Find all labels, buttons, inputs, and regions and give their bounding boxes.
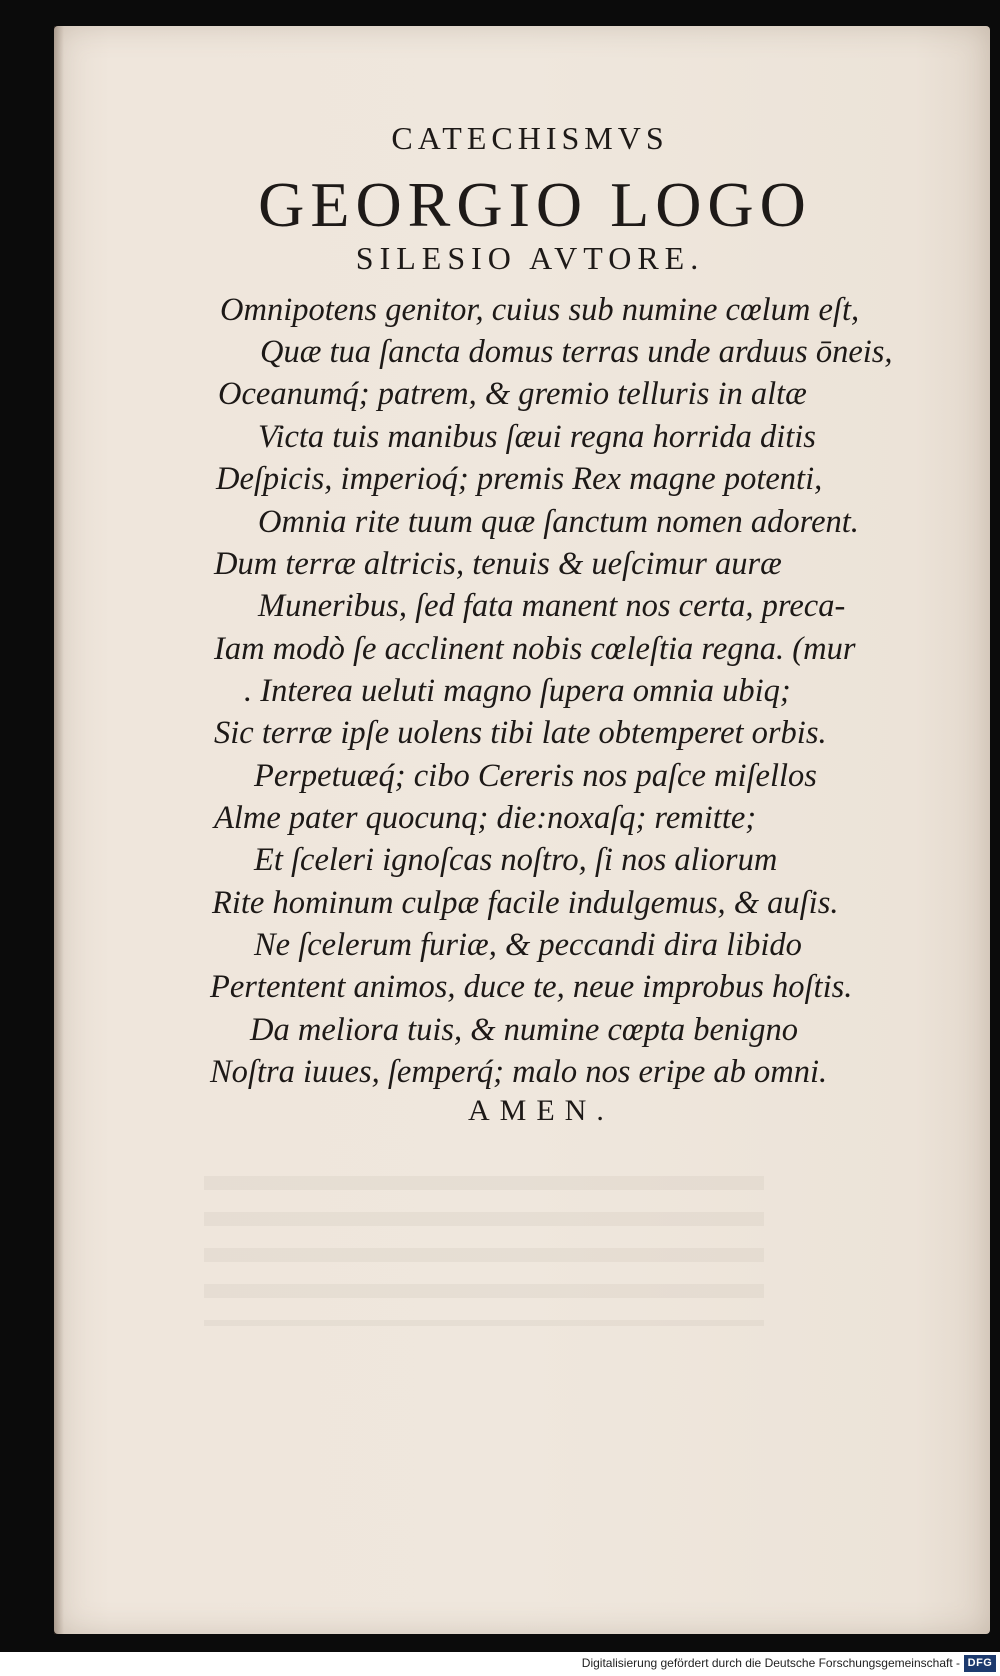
verse-line: Iam modò ſe acclinent nobis cœleſtia regna. (mur <box>214 631 856 667</box>
verse-line: Ne ſcelerum furiæ, & peccandi dira libido <box>254 927 802 963</box>
verse-line: Sic terræ ipſe uolens tibi late obtemperet orbis. <box>214 715 827 751</box>
verse-line: Rite hominum culpæ facile indulgemus, & auſis. <box>212 885 839 921</box>
verse-line: Muneribus, ſed fata manent nos certa, preca- <box>258 588 846 624</box>
author-name-heading: GEORGIO LOGO <box>258 169 812 240</box>
author-origin-heading: SILESIO AVTORE. <box>355 240 705 276</box>
verse-line: Et ſceleri ignoſcas noſtro, ſi nos aliorum <box>254 842 778 878</box>
verse-line: Noſtra iuues, ſemperq́; malo nos eripe ab omni. <box>210 1054 828 1090</box>
verse-line: Perpetuæq́; cibo Cereris nos paſce miſellos <box>254 758 817 794</box>
bleed-through-shadow <box>204 1176 764 1326</box>
dfg-logo-icon: DFG <box>964 1655 996 1672</box>
funding-credit: Digitalisierung gefördert durch die Deutsche Forschungsgemeinschaft - <box>581 1656 960 1670</box>
verse-line: Dum terræ altricis, tenuis & ueſcimur auræ <box>214 546 782 582</box>
verse-line: . Interea ueluti magno ſupera omnia ubiq; <box>244 673 791 709</box>
verse-line: Victa tuis manibus ſæui regna horrida ditis <box>258 419 816 455</box>
digitization-footer <box>0 1652 1000 1676</box>
verse-line: Alme pater quocunq; die:noxaſq; remitte; <box>214 800 757 836</box>
verse-line: Deſpicis, imperioq́; premis Rex magne potenti, <box>216 461 823 497</box>
verse-line: Omnia rite tuum quæ ſanctum nomen adorent. <box>258 504 859 540</box>
verse-line: Da meliora tuis, & numine cœpta benigno <box>250 1012 798 1048</box>
verse-line: Quæ tua ſancta domus terras unde arduus ōneis, <box>260 334 893 370</box>
verse-line: Oceanumq́; patrem, & gremio telluris in altæ <box>218 376 807 412</box>
verse-line: Pertentent animos, duce te, neue improbus hoſtis. <box>210 969 853 1005</box>
amen-closing: AMEN. <box>468 1094 614 1127</box>
running-title: CATECHISMVS <box>391 120 669 156</box>
verse-line: Omnipotens genitor, cuius sub numine cœlum eſt, <box>220 292 860 328</box>
